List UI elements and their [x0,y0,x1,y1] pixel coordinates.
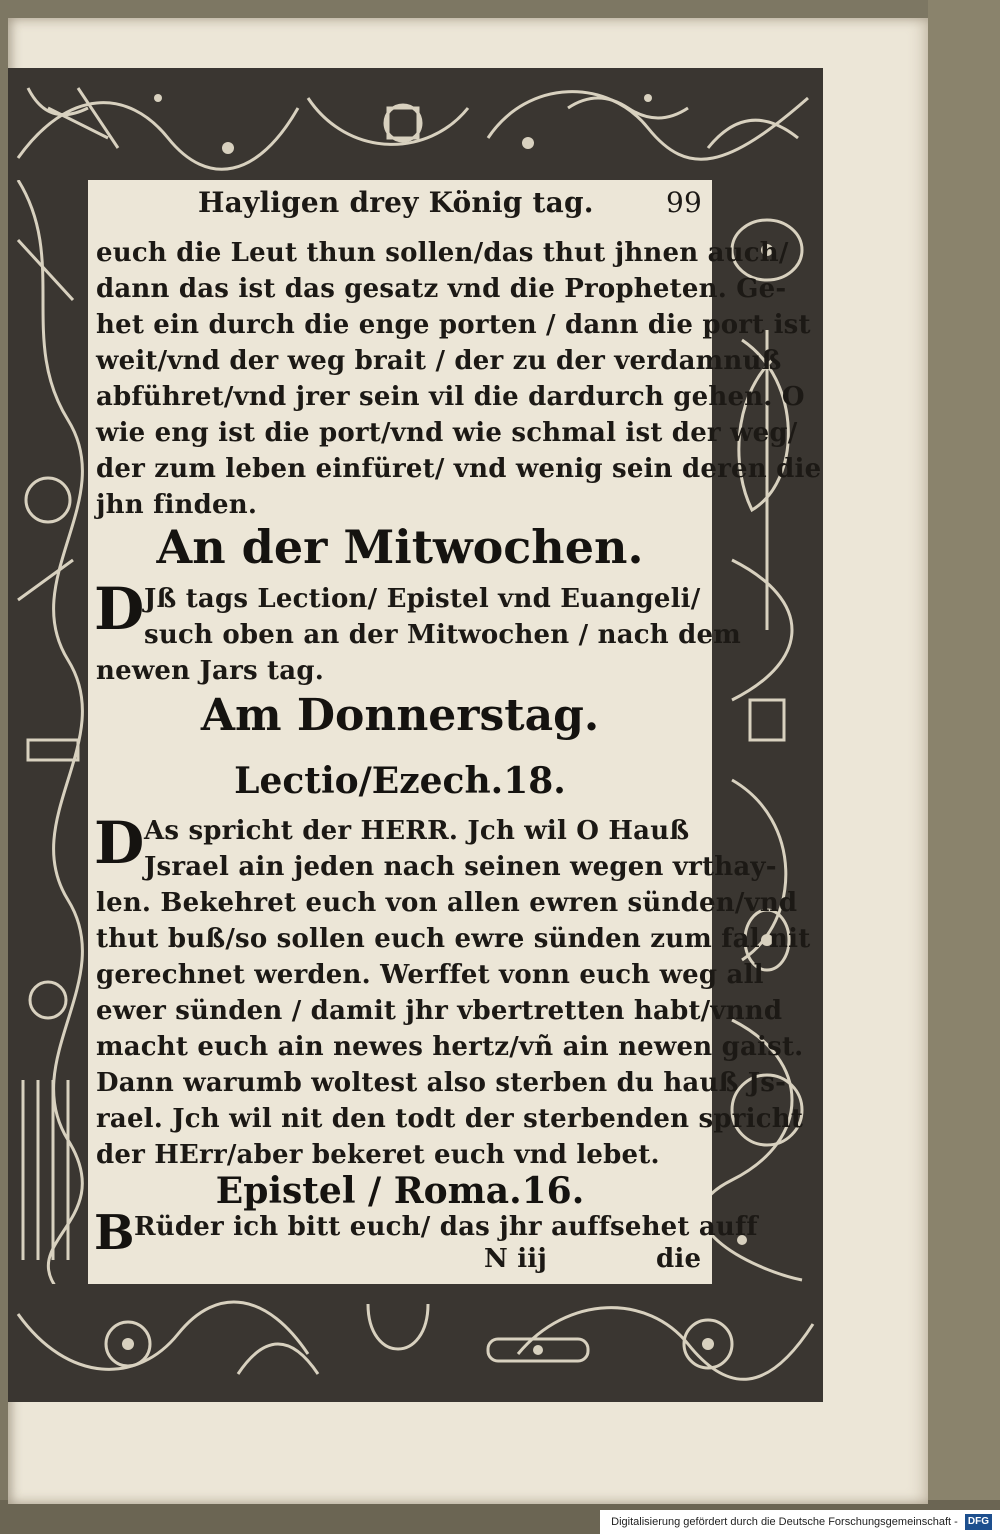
body-line: het ein durch die enge porten / dann die port ist [96,310,811,340]
body-line: Rüder ich bitt euch/ das jhr auffsehet auff [134,1212,758,1242]
body-line: weit/vnd der weg brait / der zu der verdamnuß [96,346,782,376]
section-heading: Am Donnerstag. [200,690,600,741]
body-line: abführet/vnd jrer sein vil die dardurch gehen. O [96,382,805,412]
body-line: der zum leben einfüret/ vnd wenig sein deren die [96,454,822,484]
section-heading: An der Mitwochen. [156,520,644,574]
drop-cap: D [94,575,145,643]
body-line: len. Bekehret euch von allen ewren sünden/vnd [96,888,798,918]
text-panel [88,180,822,1284]
body-line: Dann warumb woltest also sterben du hauß Js- [96,1068,787,1098]
body-line: dann das ist das gesatz vnd die Propheten. Ge- [96,274,787,304]
woodcut-border-top [8,68,823,180]
running-title: Hayligen drey König tag. [198,186,594,219]
body-line: der HErr/aber bekeret euch vnd lebet. [96,1140,660,1170]
credit-text: Digitalisierung gefördert durch die Deutsche Forschungsgemeinschaft - [611,1516,958,1528]
body-line: gerechnet werden. Werffet vonn euch weg all [96,960,764,990]
body-line: Jsrael ain jeden nach seinen wegen vrthay- [144,852,777,882]
woodcut-border-left [8,180,88,1290]
reading-heading: Epistel / Roma.16. [215,1170,585,1212]
drop-cap: D [94,809,145,877]
drop-cap: B [94,1205,135,1261]
body-line: As spricht der HERR. Jch wil O Hauß [144,816,690,846]
body-line: euch die Leut thun sollen/das thut jhnen auch/ [96,238,789,268]
body-line: macht euch ain newes hertz/vñ ain newen gaist. [96,1032,804,1062]
catchword: die [656,1244,702,1274]
dfg-logo: DFG [965,1514,992,1530]
body-line: rael. Jch wil nit den todt der sterbenden spricht [96,1104,804,1134]
body-line: jhn finden. [96,490,258,520]
page-number: 99 [666,186,703,219]
reading-heading: Lectio/Ezech.18. [234,760,566,802]
body-line: such oben an der Mitwochen / nach dem [144,620,741,650]
body-line: thut buß/so sollen euch ewre sünden zum fal nit [96,924,811,954]
body-line: newen Jars tag. [96,656,324,686]
digitization-credit [600,1510,1000,1534]
body-line: ewer sünden / damit jhr vbertretten habt/vnnd [96,996,783,1026]
body-line: wie eng ist die port/vnd wie schmal ist der weg/ [96,418,798,448]
signature-mark: N iij [484,1244,547,1274]
body-line: Jß tags Lection/ Epistel vnd Euangeli/ [144,584,701,614]
woodcut-border-bottom [8,1284,823,1402]
